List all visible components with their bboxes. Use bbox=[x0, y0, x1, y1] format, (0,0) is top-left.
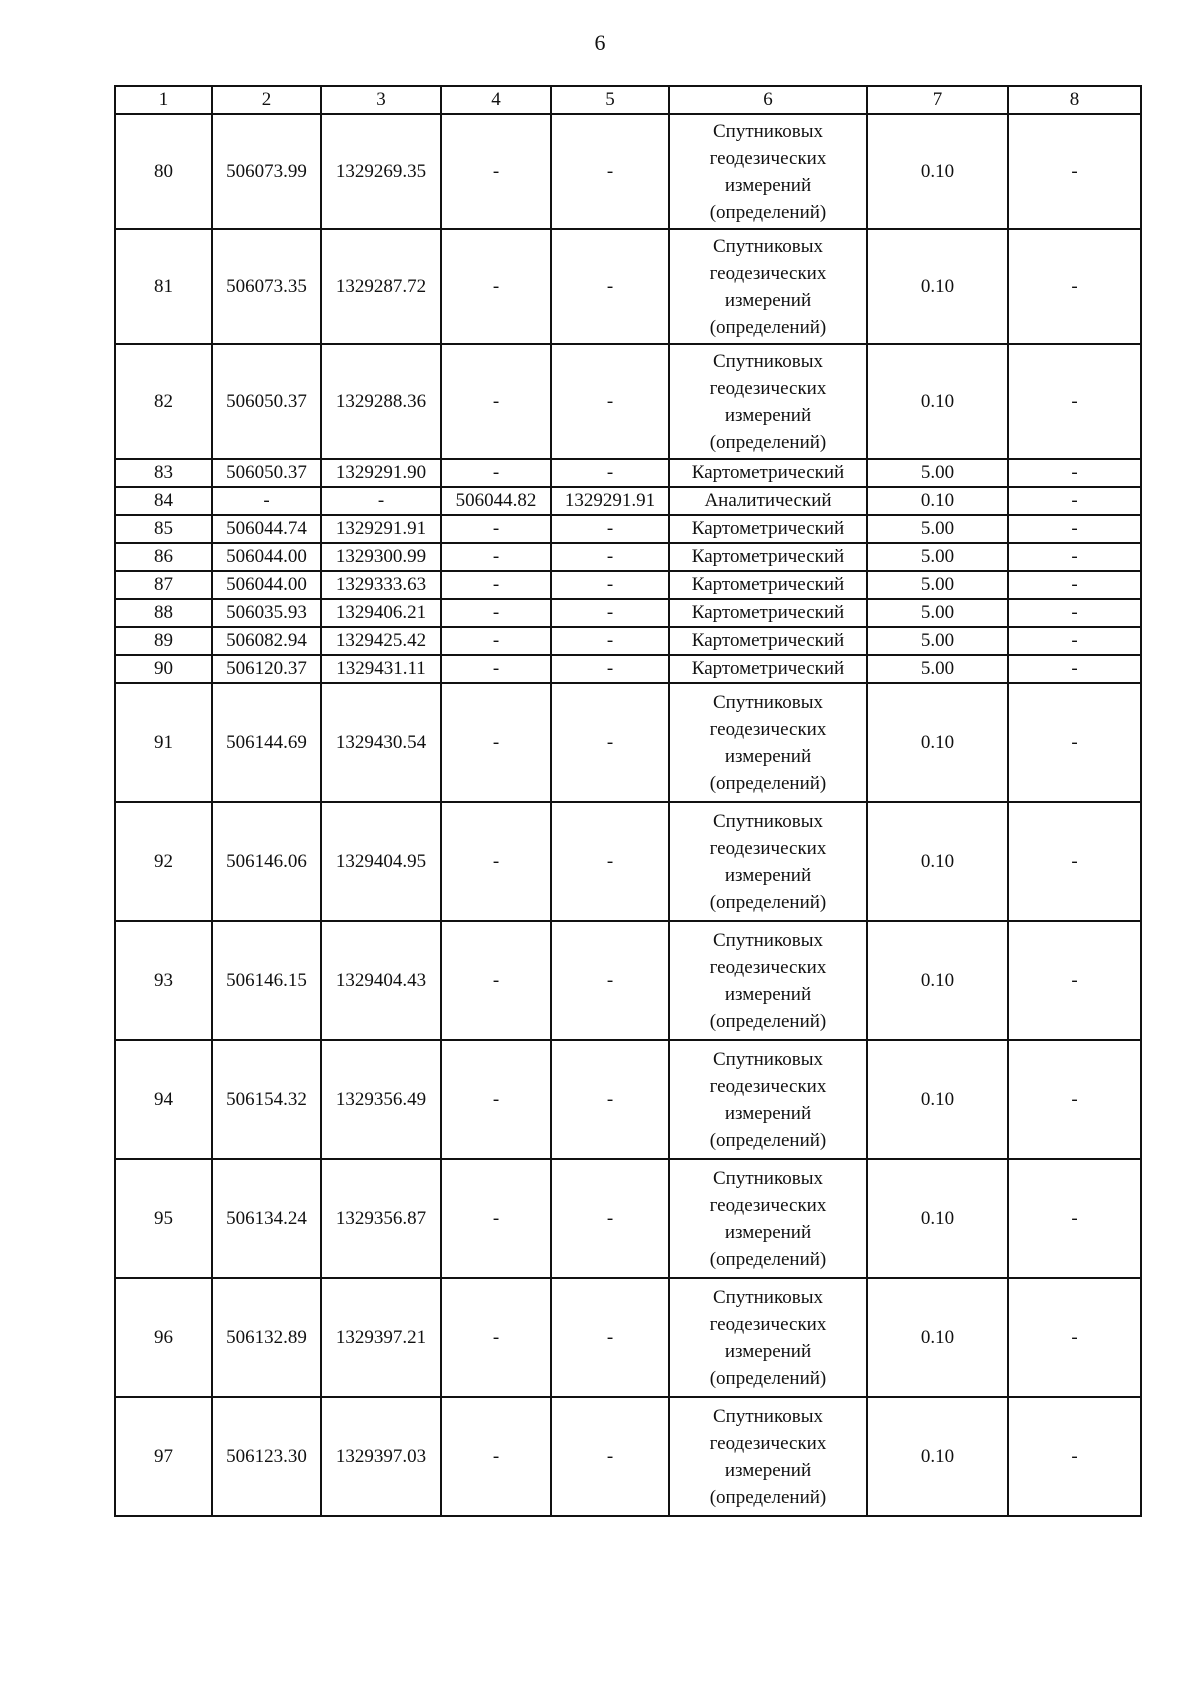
accuracy-cell: 0.10 bbox=[867, 1159, 1008, 1278]
method-cell bbox=[669, 802, 867, 921]
description-cell: - bbox=[1008, 229, 1141, 344]
table-row bbox=[115, 1040, 1141, 1159]
y-coordinate-cell: 1329397.21 bbox=[321, 1278, 441, 1397]
x-coordinate-cell: 506120.37 bbox=[212, 655, 321, 683]
y-coordinate-alt-cell: - bbox=[551, 599, 669, 627]
description-cell: - bbox=[1008, 1159, 1141, 1278]
description-cell: - bbox=[1008, 802, 1141, 921]
method-line: геодезических bbox=[709, 956, 827, 978]
y-coordinate-alt-cell: - bbox=[551, 571, 669, 599]
accuracy-cell: 5.00 bbox=[867, 571, 1008, 599]
point-number-cell: 85 bbox=[115, 515, 212, 543]
x-coordinate-alt-cell: - bbox=[441, 459, 551, 487]
accuracy-cell: 0.10 bbox=[867, 114, 1008, 229]
accuracy-cell: 0.10 bbox=[867, 229, 1008, 344]
method-line: (определений) bbox=[709, 201, 827, 223]
accuracy-cell: 5.00 bbox=[867, 627, 1008, 655]
method-line: Картометрический bbox=[691, 630, 845, 651]
method-line: Спутниковых bbox=[713, 1048, 823, 1070]
method-line: Картометрический bbox=[691, 546, 845, 567]
accuracy-cell: 0.10 bbox=[867, 1040, 1008, 1159]
x-coordinate-alt-cell: - bbox=[441, 1040, 551, 1159]
description-cell: - bbox=[1008, 627, 1141, 655]
method-line: геодезических bbox=[709, 1432, 827, 1454]
page-number: 6 bbox=[594, 30, 606, 55]
y-coordinate-alt-cell: - bbox=[551, 1397, 669, 1516]
method-cell bbox=[669, 344, 867, 459]
table-row bbox=[115, 344, 1141, 459]
accuracy-cell: 5.00 bbox=[867, 543, 1008, 571]
method-line: (определений) bbox=[709, 431, 827, 453]
method-line: Картометрический bbox=[691, 658, 845, 679]
y-coordinate-alt-cell: - bbox=[551, 802, 669, 921]
table-row bbox=[115, 543, 1141, 571]
accuracy-cell: 0.10 bbox=[867, 802, 1008, 921]
description-cell: - bbox=[1008, 459, 1141, 487]
x-coordinate-alt-cell: - bbox=[441, 229, 551, 344]
method-line: (определений) bbox=[709, 1367, 827, 1389]
method-cell bbox=[669, 599, 867, 627]
y-coordinate-cell: 1329431.11 bbox=[321, 655, 441, 683]
method-cell bbox=[669, 487, 867, 515]
table-row bbox=[115, 571, 1141, 599]
method-line: геодезических bbox=[709, 1194, 827, 1216]
accuracy-cell: 0.10 bbox=[867, 1278, 1008, 1397]
method-cell bbox=[669, 627, 867, 655]
method-line: (определений) bbox=[709, 316, 827, 338]
x-coordinate-cell: 506044.00 bbox=[212, 571, 321, 599]
table-row bbox=[115, 802, 1141, 921]
y-coordinate-cell: 1329288.36 bbox=[321, 344, 441, 459]
column-header: 4 bbox=[441, 86, 551, 114]
method-cell bbox=[669, 1278, 867, 1397]
method-line: Картометрический bbox=[691, 462, 845, 483]
x-coordinate-cell: 506044.00 bbox=[212, 543, 321, 571]
x-coordinate-cell: 506082.94 bbox=[212, 627, 321, 655]
table-row bbox=[115, 683, 1141, 802]
table-row bbox=[115, 114, 1141, 229]
column-header: 3 bbox=[321, 86, 441, 114]
x-coordinate-cell: 506146.06 bbox=[212, 802, 321, 921]
point-number-cell: 92 bbox=[115, 802, 212, 921]
accuracy-cell: 0.10 bbox=[867, 921, 1008, 1040]
description-cell: - bbox=[1008, 114, 1141, 229]
point-number-cell: 97 bbox=[115, 1397, 212, 1516]
x-coordinate-cell: 506146.15 bbox=[212, 921, 321, 1040]
method-line: измерений bbox=[724, 745, 812, 767]
y-coordinate-alt-cell: - bbox=[551, 921, 669, 1040]
method-cell bbox=[669, 571, 867, 599]
point-number-cell: 90 bbox=[115, 655, 212, 683]
point-number-cell: 95 bbox=[115, 1159, 212, 1278]
description-cell: - bbox=[1008, 571, 1141, 599]
method-line: геодезических bbox=[709, 718, 827, 740]
x-coordinate-alt-cell: - bbox=[441, 627, 551, 655]
y-coordinate-cell: 1329333.63 bbox=[321, 571, 441, 599]
method-line: Спутниковых bbox=[713, 1286, 823, 1308]
description-cell: - bbox=[1008, 599, 1141, 627]
table-row bbox=[115, 599, 1141, 627]
x-coordinate-alt-cell: - bbox=[441, 1159, 551, 1278]
method-line: (определений) bbox=[709, 891, 827, 913]
accuracy-cell: 5.00 bbox=[867, 459, 1008, 487]
y-coordinate-cell: 1329291.90 bbox=[321, 459, 441, 487]
accuracy-cell: 5.00 bbox=[867, 515, 1008, 543]
method-line: Спутниковых bbox=[713, 120, 823, 142]
x-coordinate-cell: 506035.93 bbox=[212, 599, 321, 627]
column-header: 6 bbox=[669, 86, 867, 114]
method-line: геодезических bbox=[709, 1075, 827, 1097]
x-coordinate-alt-cell: - bbox=[441, 655, 551, 683]
y-coordinate-alt-cell: - bbox=[551, 515, 669, 543]
method-line: Спутниковых bbox=[713, 1167, 823, 1189]
accuracy-cell: 5.00 bbox=[867, 599, 1008, 627]
y-coordinate-cell: 1329356.49 bbox=[321, 1040, 441, 1159]
method-line: измерений bbox=[724, 404, 812, 426]
point-number-cell: 84 bbox=[115, 487, 212, 515]
y-coordinate-alt-cell: 1329291.91 bbox=[551, 487, 669, 515]
y-coordinate-cell: 1329287.72 bbox=[321, 229, 441, 344]
point-number-cell: 83 bbox=[115, 459, 212, 487]
method-line: измерений bbox=[724, 1459, 812, 1481]
y-coordinate-alt-cell: - bbox=[551, 459, 669, 487]
method-line: измерений bbox=[724, 289, 812, 311]
accuracy-cell: 0.10 bbox=[867, 1397, 1008, 1516]
y-coordinate-cell: 1329425.42 bbox=[321, 627, 441, 655]
method-line: Картометрический bbox=[691, 518, 845, 539]
method-cell bbox=[669, 921, 867, 1040]
method-cell bbox=[669, 1397, 867, 1516]
x-coordinate-alt-cell: - bbox=[441, 921, 551, 1040]
method-line: Картометрический bbox=[691, 602, 845, 623]
description-cell: - bbox=[1008, 515, 1141, 543]
table-row bbox=[115, 459, 1141, 487]
point-number-cell: 93 bbox=[115, 921, 212, 1040]
x-coordinate-cell: 506050.37 bbox=[212, 459, 321, 487]
table-row bbox=[115, 1397, 1141, 1516]
method-line: геодезических bbox=[709, 1313, 827, 1335]
description-cell: - bbox=[1008, 487, 1141, 515]
description-cell: - bbox=[1008, 1397, 1141, 1516]
y-coordinate-alt-cell: - bbox=[551, 1040, 669, 1159]
point-number-cell: 81 bbox=[115, 229, 212, 344]
point-number-cell: 94 bbox=[115, 1040, 212, 1159]
table-row bbox=[115, 487, 1141, 515]
description-cell: - bbox=[1008, 1278, 1141, 1397]
y-coordinate-cell: 1329291.91 bbox=[321, 515, 441, 543]
x-coordinate-cell: 506132.89 bbox=[212, 1278, 321, 1397]
table-row bbox=[115, 627, 1141, 655]
method-cell bbox=[669, 515, 867, 543]
method-line: геодезических bbox=[709, 377, 827, 399]
x-coordinate-alt-cell: 506044.82 bbox=[441, 487, 551, 515]
x-coordinate-alt-cell: - bbox=[441, 599, 551, 627]
y-coordinate-alt-cell: - bbox=[551, 344, 669, 459]
point-number-cell: 80 bbox=[115, 114, 212, 229]
column-header: 5 bbox=[551, 86, 669, 114]
y-coordinate-alt-cell: - bbox=[551, 543, 669, 571]
y-coordinate-cell: 1329269.35 bbox=[321, 114, 441, 229]
method-line: измерений bbox=[724, 174, 812, 196]
method-line: измерений bbox=[724, 1221, 812, 1243]
y-coordinate-alt-cell: - bbox=[551, 229, 669, 344]
coordinates-table bbox=[114, 85, 1142, 1517]
x-coordinate-alt-cell: - bbox=[441, 683, 551, 802]
x-coordinate-cell: 506073.35 bbox=[212, 229, 321, 344]
method-line: (определений) bbox=[709, 1010, 827, 1032]
x-coordinate-cell: 506073.99 bbox=[212, 114, 321, 229]
x-coordinate-alt-cell: - bbox=[441, 344, 551, 459]
method-line: измерений bbox=[724, 1340, 812, 1362]
column-header: 7 bbox=[867, 86, 1008, 114]
method-cell bbox=[669, 683, 867, 802]
description-cell: - bbox=[1008, 1040, 1141, 1159]
y-coordinate-alt-cell: - bbox=[551, 1278, 669, 1397]
x-coordinate-cell: 506154.32 bbox=[212, 1040, 321, 1159]
method-line: Аналитический bbox=[704, 490, 832, 511]
y-coordinate-cell: - bbox=[321, 487, 441, 515]
method-line: геодезических bbox=[709, 262, 827, 284]
y-coordinate-alt-cell: - bbox=[551, 655, 669, 683]
accuracy-cell: 0.10 bbox=[867, 683, 1008, 802]
x-coordinate-cell: 506134.24 bbox=[212, 1159, 321, 1278]
method-line: (определений) bbox=[709, 1248, 827, 1270]
y-coordinate-cell: 1329397.03 bbox=[321, 1397, 441, 1516]
method-cell bbox=[669, 229, 867, 344]
method-line: Спутниковых bbox=[713, 810, 823, 832]
method-line: измерений bbox=[724, 1102, 812, 1124]
point-number-cell: 86 bbox=[115, 543, 212, 571]
table-body bbox=[115, 114, 1141, 1516]
method-cell bbox=[669, 1040, 867, 1159]
method-cell bbox=[669, 1159, 867, 1278]
description-cell: - bbox=[1008, 344, 1141, 459]
method-line: геодезических bbox=[709, 147, 827, 169]
point-number-cell: 89 bbox=[115, 627, 212, 655]
y-coordinate-cell: 1329430.54 bbox=[321, 683, 441, 802]
y-coordinate-cell: 1329300.99 bbox=[321, 543, 441, 571]
x-coordinate-alt-cell: - bbox=[441, 802, 551, 921]
y-coordinate-alt-cell: - bbox=[551, 1159, 669, 1278]
method-line: Спутниковых bbox=[713, 1405, 823, 1427]
y-coordinate-cell: 1329356.87 bbox=[321, 1159, 441, 1278]
x-coordinate-alt-cell: - bbox=[441, 1397, 551, 1516]
y-coordinate-alt-cell: - bbox=[551, 627, 669, 655]
method-line: (определений) bbox=[709, 1486, 827, 1508]
x-coordinate-cell: 506044.74 bbox=[212, 515, 321, 543]
table-header-row bbox=[115, 86, 1141, 114]
x-coordinate-cell: 506144.69 bbox=[212, 683, 321, 802]
x-coordinate-cell: 506050.37 bbox=[212, 344, 321, 459]
description-cell: - bbox=[1008, 543, 1141, 571]
description-cell: - bbox=[1008, 655, 1141, 683]
column-header: 1 bbox=[115, 86, 212, 114]
method-line: Спутниковых bbox=[713, 691, 823, 713]
y-coordinate-cell: 1329406.21 bbox=[321, 599, 441, 627]
method-cell bbox=[669, 655, 867, 683]
method-line: Картометрический bbox=[691, 574, 845, 595]
column-header: 8 bbox=[1008, 86, 1141, 114]
method-line: измерений bbox=[724, 983, 812, 1005]
x-coordinate-alt-cell: - bbox=[441, 515, 551, 543]
method-line: Спутниковых bbox=[713, 929, 823, 951]
column-header: 2 bbox=[212, 86, 321, 114]
point-number-cell: 82 bbox=[115, 344, 212, 459]
table-row bbox=[115, 1159, 1141, 1278]
accuracy-cell: 0.10 bbox=[867, 487, 1008, 515]
x-coordinate-cell: - bbox=[212, 487, 321, 515]
table-row bbox=[115, 1278, 1141, 1397]
y-coordinate-alt-cell: - bbox=[551, 114, 669, 229]
y-coordinate-alt-cell: - bbox=[551, 683, 669, 802]
table-row bbox=[115, 921, 1141, 1040]
method-cell bbox=[669, 459, 867, 487]
table-row bbox=[115, 229, 1141, 344]
description-cell: - bbox=[1008, 683, 1141, 802]
table-row bbox=[115, 655, 1141, 683]
x-coordinate-alt-cell: - bbox=[441, 571, 551, 599]
x-coordinate-alt-cell: - bbox=[441, 114, 551, 229]
method-line: (определений) bbox=[709, 772, 827, 794]
method-line: измерений bbox=[724, 864, 812, 886]
x-coordinate-alt-cell: - bbox=[441, 543, 551, 571]
x-coordinate-cell: 506123.30 bbox=[212, 1397, 321, 1516]
point-number-cell: 88 bbox=[115, 599, 212, 627]
method-cell bbox=[669, 543, 867, 571]
method-cell bbox=[669, 114, 867, 229]
description-cell: - bbox=[1008, 921, 1141, 1040]
point-number-cell: 96 bbox=[115, 1278, 212, 1397]
method-line: геодезических bbox=[709, 837, 827, 859]
y-coordinate-cell: 1329404.95 bbox=[321, 802, 441, 921]
y-coordinate-cell: 1329404.43 bbox=[321, 921, 441, 1040]
x-coordinate-alt-cell: - bbox=[441, 1278, 551, 1397]
method-line: (определений) bbox=[709, 1129, 827, 1151]
accuracy-cell: 0.10 bbox=[867, 344, 1008, 459]
method-line: Спутниковых bbox=[713, 235, 823, 257]
table-row bbox=[115, 515, 1141, 543]
method-line: Спутниковых bbox=[713, 350, 823, 372]
point-number-cell: 87 bbox=[115, 571, 212, 599]
point-number-cell: 91 bbox=[115, 683, 212, 802]
accuracy-cell: 5.00 bbox=[867, 655, 1008, 683]
